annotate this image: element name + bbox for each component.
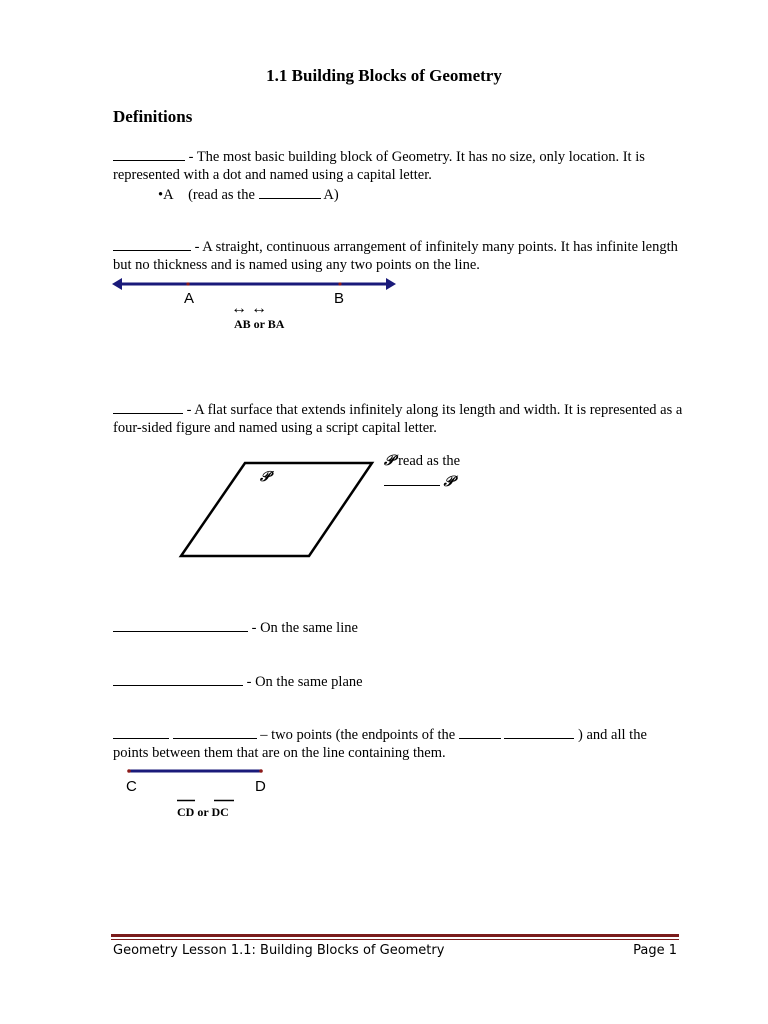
point-example (158, 185, 458, 204)
point-c-dot (127, 769, 131, 773)
footer-rule (111, 934, 679, 937)
plane-script-letter: 𝒫 (260, 470, 271, 485)
section-heading: Definitions (113, 107, 193, 126)
answer-blank[interactable] (459, 725, 501, 739)
plane-diagram (178, 460, 375, 559)
line-definition (113, 237, 683, 274)
answer-blank[interactable] (113, 147, 185, 161)
answer-blank[interactable] (113, 400, 183, 414)
segment-definition (113, 725, 683, 762)
collinear-definition-text: - On the same line (248, 620, 358, 636)
segment-diagram (126, 766, 264, 776)
point-definition-text: - The most basic building block of Geometry. It has no size, only location. It is represented with a dot and named using a capital letter. (113, 149, 645, 183)
plane-definition (113, 400, 683, 437)
plane-definition-text: - A flat surface that extends infinitely along its length and width. It is represented as a four-sided figure and named using a script capital letter. (113, 402, 683, 436)
line-arrow-symbols: ↔ ↔ (231, 300, 267, 317)
footer-title: Geometry Lesson 1.1: Building Blocks of Geometry (113, 943, 445, 958)
point-d-dot (259, 769, 263, 773)
line-notation: AB or BA (234, 317, 285, 331)
read-as-start: (read as the (188, 187, 255, 203)
plane-parallelogram (181, 463, 372, 556)
answer-blank[interactable] (504, 725, 574, 739)
segment-overbars (176, 799, 236, 803)
page-title: 1.1 Building Blocks of Geometry (266, 66, 502, 85)
page-number: Page 1 (633, 943, 677, 958)
point-a-label: A (184, 290, 195, 307)
point-c-label: C (126, 778, 137, 795)
answer-blank[interactable] (113, 618, 248, 632)
coplanar-definition (113, 672, 683, 691)
left-arrowhead (112, 278, 122, 290)
read-as-end: A) (323, 187, 339, 203)
point-d-label: D (255, 778, 266, 795)
segment-definition-text-b: ) and all the points between them that are on the line containing them. (113, 727, 647, 761)
answer-blank[interactable] (384, 472, 440, 486)
answer-blank[interactable] (259, 185, 321, 199)
point-bullet: •A (158, 187, 174, 203)
collinear-definition (113, 618, 683, 637)
answer-blank[interactable] (113, 237, 191, 251)
footer-rule-thin (111, 939, 679, 940)
segment-definition-text-a: – two points (the endpoints of the (256, 727, 456, 743)
point-definition (113, 147, 683, 184)
line-definition-text: - A straight, continuous arrangement of infinitely many points. It has infinite length but no thickness and is named using any two points on the line. (113, 239, 678, 273)
point-b-label: B (334, 290, 345, 307)
point-b-dot (338, 282, 341, 285)
plane-read-as (384, 452, 584, 470)
point-a-dot (186, 282, 189, 285)
right-arrowhead (386, 278, 396, 290)
segment-notation: CD or DC (177, 805, 229, 819)
plane-read-as-text: read as the (398, 453, 461, 469)
line-diagram (112, 276, 396, 292)
plane-script-letter-inline: 𝒫 (384, 453, 395, 469)
plane-read-as-line2 (384, 472, 584, 491)
answer-blank[interactable] (173, 725, 257, 739)
plane-read-as-letter: 𝒫 (443, 474, 455, 490)
answer-blank[interactable] (113, 725, 169, 739)
answer-blank[interactable] (113, 672, 243, 686)
coplanar-definition-text: - On the same plane (243, 674, 363, 690)
